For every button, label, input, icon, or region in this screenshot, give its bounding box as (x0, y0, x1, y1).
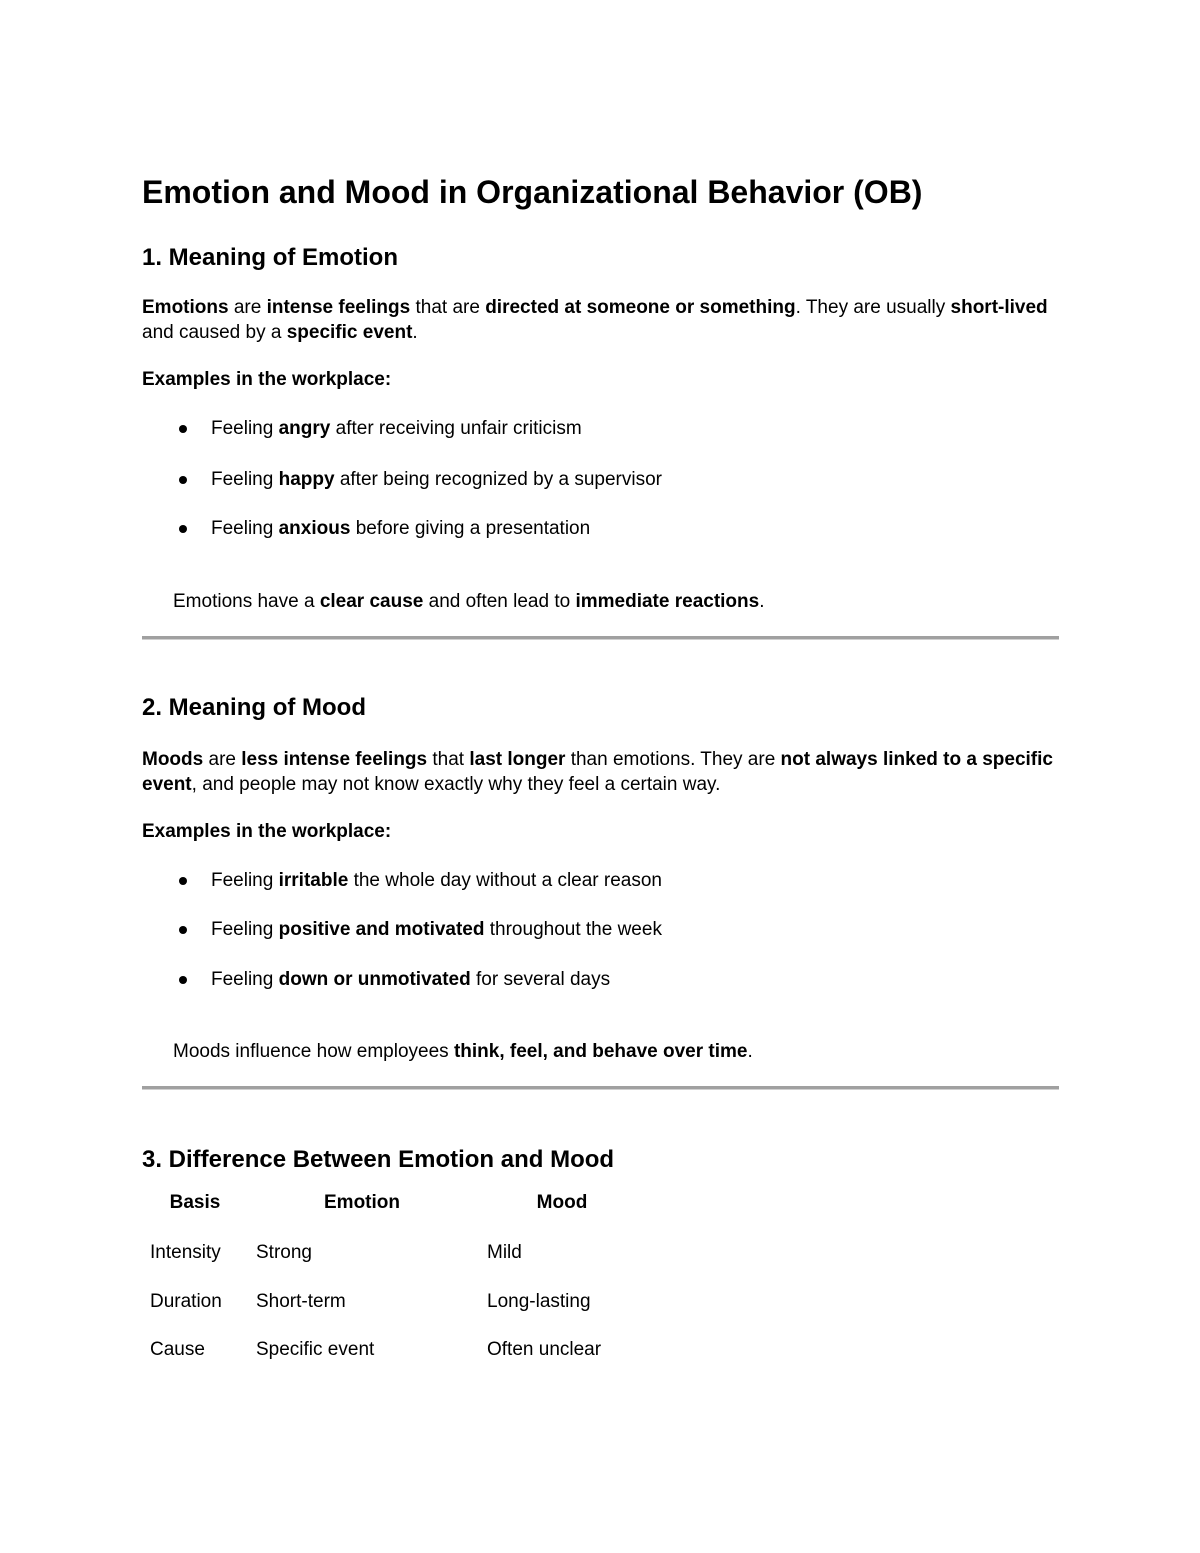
table-cell: Specific event (256, 1339, 375, 1360)
section-heading-difference: 3. Difference Between Emotion and Mood (142, 1146, 615, 1173)
text-run: and caused by a (142, 322, 287, 343)
horizontal-divider (142, 636, 1059, 640)
table-cell: Cause (150, 1339, 205, 1360)
table-header-basis: Basis (169, 1192, 221, 1213)
list-item-text: Feeling anxious before giving a presentation (211, 518, 591, 539)
text-run: . (412, 322, 418, 343)
bullet-icon (179, 425, 187, 433)
horizontal-divider (142, 1086, 1059, 1090)
text-run: are (203, 749, 242, 770)
table-header-emotion: Emotion (324, 1192, 400, 1213)
table-cell: Duration (150, 1291, 222, 1312)
list-item-text: Feeling irritable the whole day without a clear reason (211, 870, 662, 891)
bold-term: short-lived (950, 297, 1048, 318)
bullet-icon (179, 976, 187, 984)
mood-definition (142, 747, 1060, 797)
bold-term: Emotions (142, 297, 229, 318)
examples-label: Examples in the workplace: (142, 369, 392, 390)
list-item-text: Feeling down or unmotivated for several days (211, 969, 611, 990)
table-cell: Intensity (150, 1242, 221, 1263)
bold-term: Moods (142, 749, 204, 770)
table-cell: Mild (487, 1242, 522, 1263)
list-item-text: Feeling positive and motivated throughout the week (211, 919, 662, 940)
bullet-icon (179, 476, 187, 484)
table-cell: Long-lasting (487, 1291, 591, 1312)
table-cell: Strong (256, 1242, 312, 1263)
emotion-summary-note: Emotions have a clear cause and often lead to immediate reactions. (173, 591, 765, 612)
text-run: . They are usually (795, 297, 951, 318)
list-item-text: Feeling angry after receiving unfair criticism (211, 418, 582, 439)
bold-term: intense feelings (266, 297, 411, 318)
text-run: that are (410, 297, 486, 318)
bullet-icon (179, 877, 187, 885)
bold-term: less intense feelings (241, 749, 428, 770)
table-cell: Short-term (256, 1291, 346, 1312)
mood-summary-note: Moods influence how employees think, feel, and behave over time. (173, 1041, 753, 1062)
bullet-icon (179, 525, 187, 533)
section-heading-emotion: 1. Meaning of Emotion (142, 244, 398, 271)
table-header-mood: Mood (536, 1192, 588, 1213)
bold-term: last longer (469, 749, 566, 770)
section-heading-mood: 2. Meaning of Mood (142, 694, 366, 721)
bold-term: not always linked to a specific event (142, 749, 1053, 795)
emotion-definition (142, 295, 1060, 345)
bold-term: directed at someone or something (485, 297, 796, 318)
examples-label: Examples in the workplace: (142, 821, 392, 842)
text-run: that (427, 749, 470, 770)
bold-term: specific event (286, 322, 413, 343)
page-title: Emotion and Mood in Organizational Behavior (OB) (142, 174, 923, 210)
text-run: , and people may not know exactly why they feel a certain way. (191, 774, 721, 795)
table-cell: Often unclear (487, 1339, 602, 1360)
bullet-icon (179, 926, 187, 934)
list-item-text: Feeling happy after being recognized by a supervisor (211, 469, 662, 490)
text-run: are (228, 297, 267, 318)
text-run: than emotions. They are (565, 749, 781, 770)
